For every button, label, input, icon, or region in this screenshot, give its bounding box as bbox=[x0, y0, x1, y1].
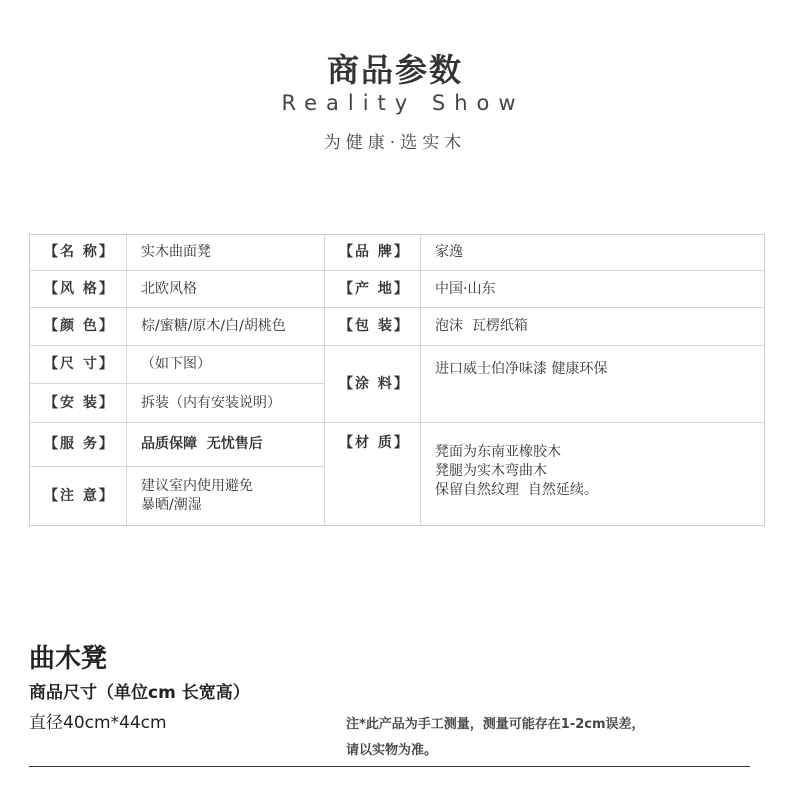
notice-line-2: 暴晒/潮湿 bbox=[141, 497, 202, 513]
measurement-note bbox=[346, 712, 645, 764]
param-label-style: 【风 格】 bbox=[44, 280, 115, 297]
param-value-service: 品质保障 无忧售后 bbox=[141, 436, 263, 452]
param-value-brand: 家逸 bbox=[435, 244, 463, 260]
param-value-material bbox=[421, 435, 764, 510]
param-value-install: 拆装（内有安装说明） bbox=[141, 394, 281, 411]
param-label-color: 【颜 色】 bbox=[44, 318, 115, 334]
param-value-style: 北欧风格 bbox=[141, 280, 197, 297]
divider bbox=[29, 766, 750, 767]
param-label-name: 【名 称】 bbox=[44, 244, 115, 260]
param-label-notice: 【注 意】 bbox=[44, 487, 115, 504]
param-label-material: 【材 质】 bbox=[339, 434, 410, 451]
material-line-3: 保留自然纹理 自然延续。 bbox=[435, 482, 598, 498]
product-size: 直径40cm*44cm bbox=[29, 713, 167, 733]
params-table bbox=[29, 234, 765, 526]
param-value-origin: 中国·山东 bbox=[435, 280, 496, 297]
subtitle-english: Reality Show bbox=[281, 91, 525, 115]
param-label-paint: 【涂 料】 bbox=[339, 375, 410, 392]
param-value-package: 泡沫 瓦楞纸箱 bbox=[435, 318, 528, 334]
param-label-size: 【尺 寸】 bbox=[44, 356, 115, 372]
material-line-2: 凳腿为实木弯曲木 bbox=[435, 463, 547, 479]
product-size-title: 商品尺寸（单位cm 长宽高） bbox=[29, 683, 250, 703]
page-title: 商品参数 bbox=[326, 51, 463, 89]
notice-line-1: 建议室内使用避免 bbox=[141, 478, 253, 494]
param-value-name: 实木曲面凳 bbox=[141, 244, 211, 260]
param-label-install: 【安 装】 bbox=[44, 394, 115, 411]
param-label-package: 【包 装】 bbox=[339, 318, 410, 334]
param-value-color: 棕/蜜糖/原木/白/胡桃色 bbox=[141, 318, 286, 334]
param-label-origin: 【产 地】 bbox=[339, 280, 410, 297]
param-label-service: 【服 务】 bbox=[44, 436, 115, 452]
subtitle-chinese: 为健康·选实木 bbox=[323, 133, 467, 153]
note-line-1: 注*此产品为手工测量，测量可能存在1-2cm误差， bbox=[346, 717, 645, 732]
param-label-brand: 【品 牌】 bbox=[339, 244, 410, 260]
param-value-size: （如下图） bbox=[141, 356, 211, 372]
param-value-paint: 进口威士伯净味漆 健康环保 bbox=[435, 360, 608, 377]
product-name: 曲木凳 bbox=[29, 644, 108, 674]
note-line-2: 请以实物为准。 bbox=[346, 743, 438, 758]
param-value-notice bbox=[127, 467, 324, 525]
material-line-1: 凳面为东南亚橡胶木 bbox=[435, 444, 561, 460]
